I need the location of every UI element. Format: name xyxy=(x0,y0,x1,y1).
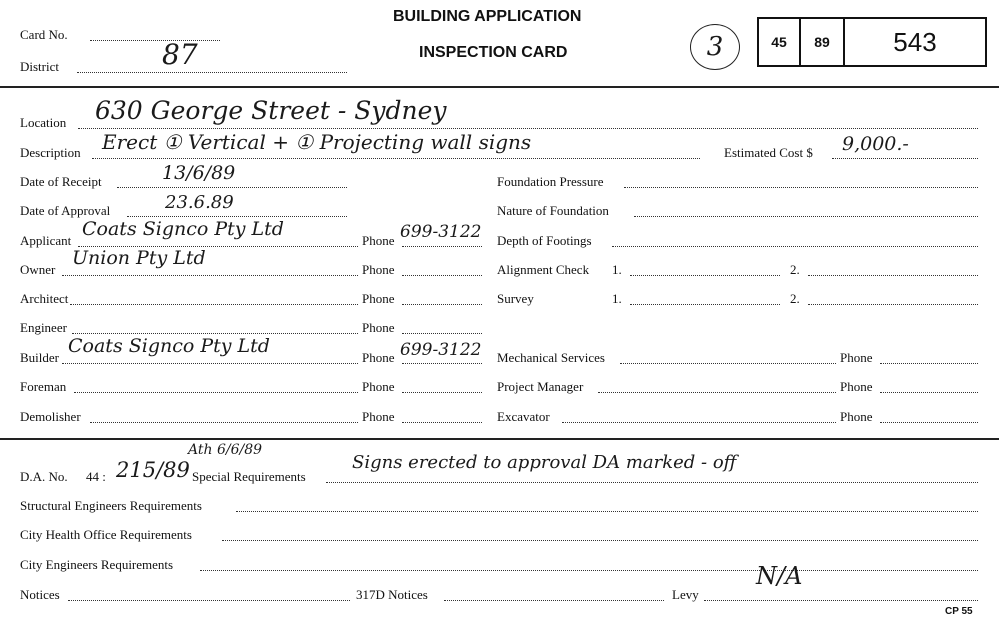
city-engineers-field[interactable] xyxy=(200,568,978,571)
demolisher-label: Demolisher xyxy=(20,409,81,424)
estimated-cost-field[interactable] xyxy=(832,156,978,159)
foundation-pressure-field[interactable] xyxy=(624,185,978,188)
circled-number xyxy=(690,24,740,70)
location-field[interactable] xyxy=(78,126,978,129)
engineer-phone-field[interactable] xyxy=(402,331,482,334)
architect-phone-field[interactable] xyxy=(402,302,482,305)
file-number-c: 543 xyxy=(893,26,937,57)
description-field[interactable] xyxy=(92,156,700,159)
nature-foundation-label: Nature of Foundation xyxy=(497,203,609,218)
alignment-2-label: 2. xyxy=(790,262,800,277)
alignment-check-label: Alignment Check xyxy=(497,262,590,277)
date-receipt-value: 13/6/89 xyxy=(162,162,236,184)
foreman-label: Foreman xyxy=(20,379,67,394)
district-value: 87 xyxy=(162,38,198,71)
date-approval-label: Date of Approval xyxy=(20,203,111,218)
da-number-value: 215/89 xyxy=(116,458,190,482)
estimated-cost-value: 9,000.- xyxy=(842,133,909,155)
architect-phone-label: Phone xyxy=(362,291,395,306)
date-receipt-label: Date of Receipt xyxy=(20,174,102,189)
description-value: Erect ① Vertical + ① Projecting wall signs xyxy=(102,130,532,154)
applicant-phone-label: Phone xyxy=(362,233,395,248)
city-engineers-label: City Engineers Requirements xyxy=(20,557,174,572)
excavator-field[interactable] xyxy=(562,420,836,423)
survey-1-label: 1. xyxy=(612,291,622,306)
form-title-line1: BUILDING APPLICATION xyxy=(393,8,582,25)
structural-field[interactable] xyxy=(236,509,978,512)
architect-field[interactable] xyxy=(70,302,358,305)
demolisher-phone-label: Phone xyxy=(362,409,395,424)
levy-label: Levy xyxy=(672,587,699,602)
estimated-cost-label: Estimated Cost $ xyxy=(724,145,813,160)
builder-phone-field[interactable] xyxy=(402,361,482,364)
special-requirements-field[interactable] xyxy=(326,480,978,483)
excavator-phone-field[interactable] xyxy=(880,420,978,423)
foreman-phone-label: Phone xyxy=(362,379,395,394)
alignment-2-field[interactable] xyxy=(808,273,978,276)
project-manager-phone-field[interactable] xyxy=(880,390,978,393)
applicant-label: Applicant xyxy=(20,233,72,248)
location-value: 630 George Street - Sydney xyxy=(95,96,447,125)
date-approval-value: 23.6.89 xyxy=(165,192,234,213)
location-label: Location xyxy=(20,115,67,130)
nature-foundation-field[interactable] xyxy=(634,214,978,217)
engineer-phone-label: Phone xyxy=(362,320,395,335)
mechanical-field[interactable] xyxy=(620,361,836,364)
applicant-value: Coats Signco Pty Ltd xyxy=(82,218,284,240)
owner-phone-field[interactable] xyxy=(402,273,482,276)
demolisher-phone-field[interactable] xyxy=(402,420,482,423)
project-manager-field[interactable] xyxy=(598,390,836,393)
structural-label: Structural Engineers Requirements xyxy=(20,498,202,513)
city-health-field[interactable] xyxy=(222,538,978,541)
applicant-phone-value: 699-3122 xyxy=(400,222,482,242)
survey-2-field[interactable] xyxy=(808,302,978,305)
mechanical-label: Mechanical Services xyxy=(497,350,605,365)
foreman-field[interactable] xyxy=(74,390,358,393)
circled-number-text: 3 xyxy=(706,32,724,62)
depth-footings-label: Depth of Footings xyxy=(497,233,592,248)
excavator-phone-label: Phone xyxy=(840,409,873,424)
depth-footings-field[interactable] xyxy=(612,244,978,247)
card-no-field[interactable] xyxy=(90,38,220,41)
engineer-label: Engineer xyxy=(20,320,67,335)
notices-317d-field[interactable] xyxy=(444,598,664,601)
special-requirements-label: Special Requirements xyxy=(192,469,306,484)
owner-label: Owner xyxy=(20,262,56,277)
project-manager-phone-label: Phone xyxy=(840,379,873,394)
lower-divider xyxy=(0,438,999,440)
applicant-phone-field[interactable] xyxy=(402,244,482,247)
file-number-b: 89 xyxy=(801,19,845,65)
da-no-label: D.A. No. xyxy=(20,469,68,484)
excavator-label: Excavator xyxy=(497,409,550,424)
card-no-label: Card No. xyxy=(20,27,68,42)
form-title-line2: INSPECTION CARD xyxy=(419,44,568,61)
alignment-1-label: 1. xyxy=(612,262,622,277)
survey-label: Survey xyxy=(497,291,534,306)
levy-value: N/A xyxy=(756,562,803,590)
builder-label: Builder xyxy=(20,350,59,365)
owner-value: Union Pty Ltd xyxy=(72,247,206,269)
mechanical-phone-label: Phone xyxy=(840,350,873,365)
file-number-box xyxy=(757,17,987,67)
demolisher-field[interactable] xyxy=(90,420,358,423)
notices-field[interactable] xyxy=(68,598,350,601)
foundation-pressure-label: Foundation Pressure xyxy=(497,174,604,189)
project-manager-label: Project Manager xyxy=(497,379,584,394)
builder-phone-label: Phone xyxy=(362,350,395,365)
notices-label: Notices xyxy=(20,587,60,602)
levy-field[interactable] xyxy=(704,598,978,601)
form-code: CP 55 xyxy=(945,606,973,617)
builder-field[interactable] xyxy=(62,361,358,364)
survey-2-label: 2. xyxy=(790,291,800,306)
builder-value: Coats Signco Pty Ltd xyxy=(68,335,270,357)
city-health-label: City Health Office Requirements xyxy=(20,527,192,542)
description-label: Description xyxy=(20,145,81,160)
foreman-phone-field[interactable] xyxy=(402,390,482,393)
date-approval-field[interactable] xyxy=(127,214,347,217)
survey-1-field[interactable] xyxy=(630,302,780,305)
architect-label: Architect xyxy=(20,291,69,306)
owner-field[interactable] xyxy=(62,273,358,276)
district-label: District xyxy=(20,59,59,74)
notices-317d-label: 317D Notices xyxy=(356,587,428,602)
da-note: Ath 6/6/89 xyxy=(188,442,263,458)
engineer-field[interactable] xyxy=(72,331,358,334)
file-number-a: 45 xyxy=(759,19,801,65)
mechanical-phone-field[interactable] xyxy=(880,361,978,364)
builder-phone-value: 699-3122 xyxy=(400,340,482,360)
alignment-1-field[interactable] xyxy=(630,273,780,276)
special-requirements-value: Signs erected to approval DA marked - off xyxy=(352,452,737,473)
district-field[interactable] xyxy=(77,70,347,73)
header-divider xyxy=(0,86,999,88)
date-receipt-field[interactable] xyxy=(117,185,347,188)
owner-phone-label: Phone xyxy=(362,262,395,277)
da-prefix: 44 : xyxy=(86,469,106,484)
